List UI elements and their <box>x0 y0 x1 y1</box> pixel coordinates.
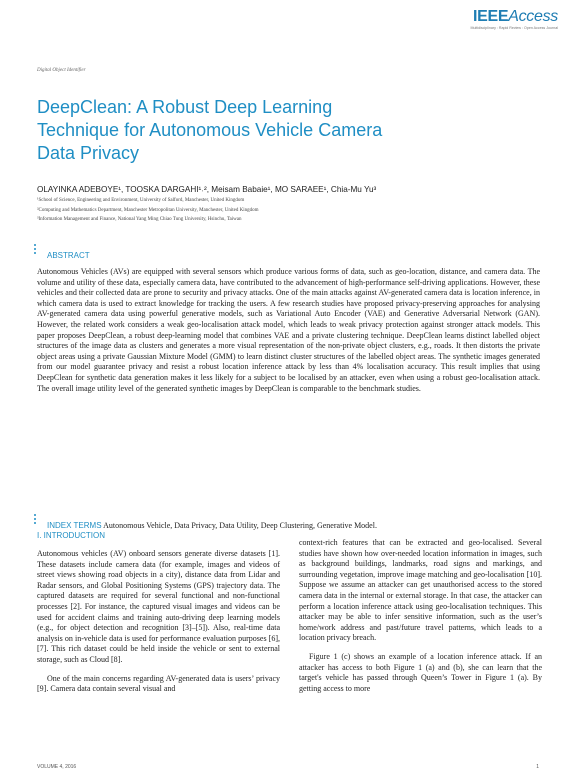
affiliation-3: ³Information Management and Finance, National Yang Ming Chiao Tung University, Hsinchu, Taiwan <box>37 217 242 222</box>
abstract-heading: ABSTRACT <box>47 251 90 260</box>
paragraph: Figure 1 (c) shows an example of a location inference attack. If an attacker has access to both Figure 1 (a) and (b), she can learn that the target's vehicle has passed through Queen’s Tower in Figure 1 (a). By getting access to more <box>299 651 542 693</box>
logo-access: Access <box>508 8 558 25</box>
paragraph: context-rich features that can be extracted and geo-localised. Several studies have shown how over-needed location information in images, such as background buildings, landmarks, road signs and markings, and surrounding vegetation, improve image matching and geo-localisation [10]. Suppose we assume an attacker can get unauthorised access to the stored camera data in the internal or external storage. In that case, the attacker can perform a location inference attack using geo-localisation techniques. This attacker may be able to infer sensitive information, such as the user’s home/work address and past/future travel patterns, which leads to a location privacy breach. <box>299 538 542 643</box>
page-number: 1 <box>536 764 539 770</box>
paper-title: DeepClean: A Robust Deep Learning Technique for Autonomous Vehicle Camera Data Privacy <box>37 97 383 163</box>
logo-ieee: IEEE <box>472 8 509 25</box>
index-terms-marker <box>34 514 36 526</box>
index-terms <box>47 521 377 530</box>
paragraph: Autonomous vehicles (AV) onboard sensors generate diverse datasets [1]. These datasets include camera data (for example, images and videos of street views showing road objects in a city), distance data from Lidar and Radar sensors, and Global Positioning Systems (GPS) trajectory data. The captured datasets are required for several functional and non-functional processes [2]. For instance, the captured visual images and videos can be used for accident claims and training auto-driving deep learning models (e.g., for object detection and recognition [3]–[5]). Also, real-time data analysis on in-vehicle data is used for performance evaluation purposes [6], [7]. This rich dataset could be held inside the vehicle or sent to external storage, such as Cloud [8]. <box>37 549 280 664</box>
abstract-text: Autonomous Vehicles (AVs) are equipped with several sensors which produce various forms of data, such as geo-location, distance, and camera data. The volume and utility of these data, especially camera data, have contributed to the advancement of high-performance self-driving applications. However, these vehicles and their collected data are prone to security and privacy attacks. One of the main attacks against AV-generated camera data is location inference, in which camera data is used to extract knowledge for tracking the users. A few research studies have proposed privacy-preserving approaches for analysing AV-generated camera data using powerful generative models, such as Variational Auto Encoder (VAE) and Generative Adversarial Network (GAN). However, the related work considers a weak geo-localisation attack model, which leads to weak privacy protection against stronger attack models. This paper proposes DeepClean, a robust deep-learning model that combines VAE and a private clustering technique. DeepClean learns distinct labelled object structures of the image data as clusters and generates a more visual representation of the non-private object clusters, e.g., roads. It then distorts the private object areas using a private Gaussian Mixture Model (GMM) to learn distinct cluster structures of the labelled object areas. The synthetic images generated from our model guarantee privacy and resist a robust location inference attack by less than 4% localisation accuracy. This result implies that using DeepClean for synthetic data generation makes it less likely for a subject to be localised by an attacker, even when using a robust geo-localisation attack. The overall image utility level of the generated synthetic images by DeepClean is comparable to the benchmark studies. <box>37 267 540 393</box>
right-column <box>299 538 542 694</box>
author-list: OLAYINKA ADEBOYE¹, TOOSKA DARGAHI¹˒², Meisam Babaie¹, MO SARAEE¹, Chia-Mu Yu³ <box>37 185 377 194</box>
index-terms-text: Autonomous Vehicle, Data Privacy, Data Utility, Deep Clustering, Generative Model. <box>103 521 377 530</box>
index-terms-label: INDEX TERMS <box>47 521 102 530</box>
paragraph: One of the main concerns regarding AV-generated data is users’ privacy [9]. Camera data contain several visual and <box>37 673 280 694</box>
logo-tagline: Multidisciplinary : Rapid Review : Open Access Journal <box>470 26 558 30</box>
affiliation-1: ¹School of Science, Engineering and Environment, University of Salford, Manchester, United Kingdom <box>37 198 245 203</box>
abstract-marker <box>34 244 36 256</box>
journal-logo <box>471 8 559 31</box>
section-heading: I. INTRODUCTION <box>37 531 105 540</box>
doi-label: Digital Object Identifier <box>37 68 86 73</box>
left-column <box>37 549 280 695</box>
volume-label: VOLUME 4, 2016 <box>37 764 77 770</box>
affiliation-2: ²Computing and Mathematics Department, Manchester Metropolitan University, Manchester, United Kingdom <box>37 208 259 213</box>
